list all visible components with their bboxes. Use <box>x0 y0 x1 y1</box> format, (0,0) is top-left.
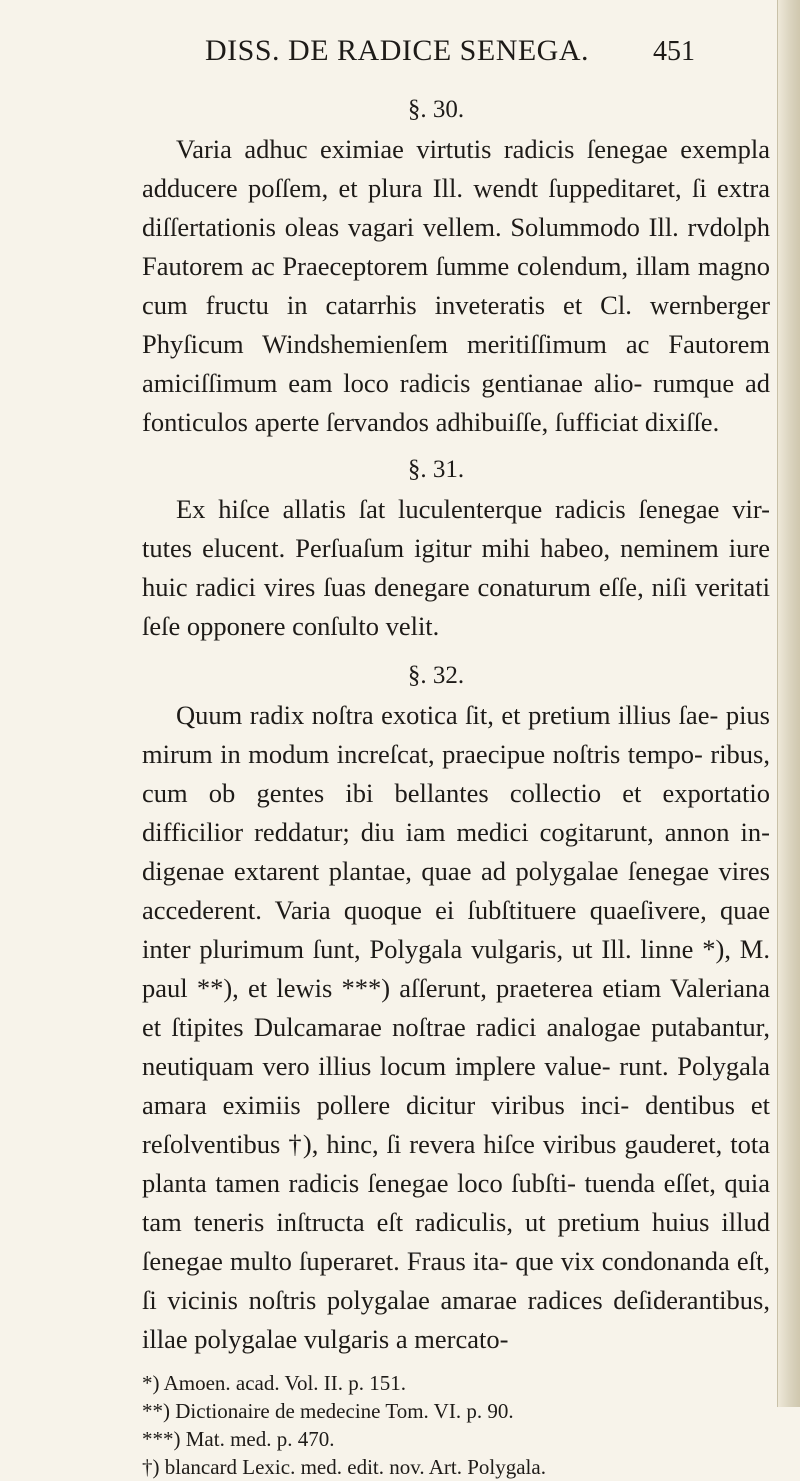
paragraph-31: Ex hiſce allatis ſat luculenterque radicis ſenegae vir- tutes elucent. Perſuaſum igitur mihi habeo, neminem iure huic radici vires ſuas denegare conaturum eſſe, niſi veritati ſeſe opponere conſulto velit. <box>142 494 770 641</box>
section-heading-31: §. 31. <box>407 456 465 483</box>
footnote: **) Dictionaire de medecine Tom. VI. p. 90. <box>142 1399 514 1423</box>
section-heading-30: §. 30. <box>407 96 465 123</box>
paragraph-32: Quum radix noſtra exotica ſit, et pretium illius ſae- pius mirum in modum increſcat, praecipue noſtris tempo- ribus, cum ob gentes ibi bellantes collectio et exportatio difficilior reddatur; diu iam medici cogitarunt, annon in- digenae extarent plantae, quae ad polygalae ſenegae vires accederent. Varia quoque ei ſubſtituere quaeſivere, quae inter plurimum ſunt, Polygala vulgaris, ut Ill. linne *), M. paul **), et lewis ***) aſſerunt, praeterea etiam Valeriana et ſtipites Dulcamarae noſtrae radici analogae putabantur, neutiquam vero illius locum implere value- runt. Polygala amara eximiis pollere dicitur viribus inci- dentibus et reſolventibus †), hinc, ſi revera hiſce viribus gauderet, tota planta tamen radicis ſenegae loco ſubſti- tuenda eſſet, quia tam teneris inſtructa eſt radiculis, ut pretium huius illud ſenegae multo ſuperaret. Fraus ita- que vix condonanda eſt, ſi vicinis noſtris polygalae amarae radices deſiderantibus, illae polygalae vulgaris a mercato- <box>142 700 770 1354</box>
footnotes <box>142 1369 770 1481</box>
footnote: ***) Mat. med. p. 470. <box>142 1427 335 1451</box>
page-number: 451 <box>653 36 695 67</box>
footnote: *) Amoen. acad. Vol. II. p. 151. <box>142 1371 407 1395</box>
footnote: †) blancard Lexic. med. edit. nov. Art. Polygala. <box>142 1455 546 1479</box>
page-gutter <box>777 0 800 1407</box>
paragraph-30: Varia adhuc eximiae virtutis radicis ſenegae exempla adducere poſſem, et plura Ill. wendt ſuppeditaret, ſi extra diſſertationis oleas vagari vellem. Solummodo Ill. rvdolph Fautorem ac Praeceptorem ſumme colendum, illam magno cum fructu in catarrhis inveteratis et Cl. wernberger Phyſicum Windshemienſem meritiſſimum ac Fautorem amiciſſimum eam loco radicis gentianae alio- rumque ad fonticulos aperte ſervandos adhibuiſſe, ſufficiat dixiſſe. <box>142 134 770 437</box>
section-heading-32: §. 32. <box>407 662 465 689</box>
page-body <box>142 90 770 1481</box>
running-title: DISS. DE RADICE SENEGA. <box>205 34 590 67</box>
page-header <box>205 34 705 74</box>
